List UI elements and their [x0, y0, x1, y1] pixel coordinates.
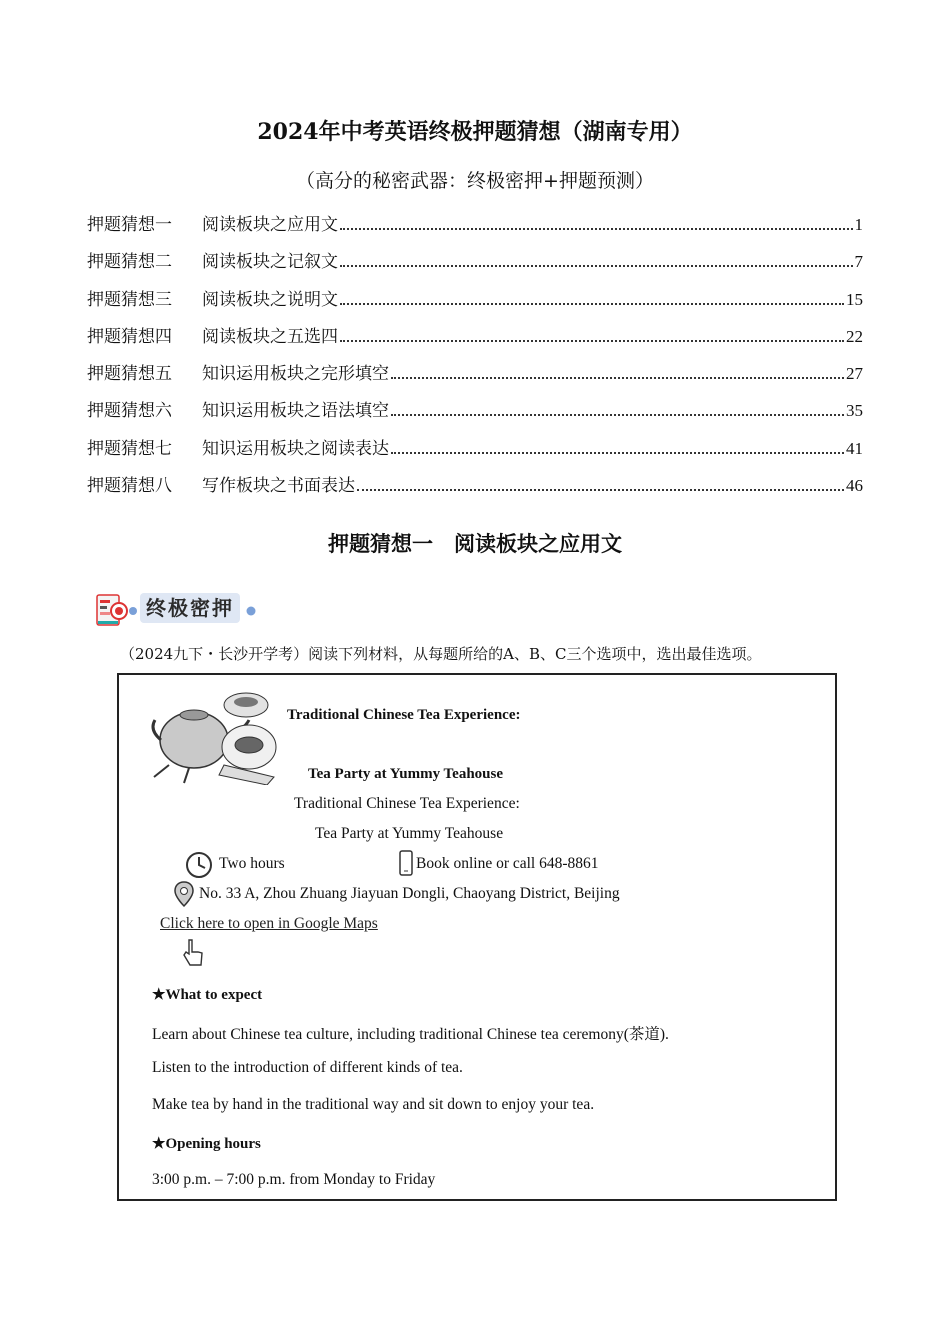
location-pin-icon: [173, 880, 195, 908]
toc-page: 7: [854, 252, 863, 272]
toc-leader: [391, 452, 844, 454]
toc-label: 押题猜想七: [87, 438, 172, 459]
toc-leader: [391, 414, 844, 416]
toc-row[interactable]: [87, 210, 863, 247]
teapot-illustration-icon: [149, 685, 289, 785]
question-intro: （2024九下・长沙开学考）阅读下列材料，从每题所给的A、B、C三个选项中，选出最佳选项。: [120, 645, 762, 663]
toc-page: 1: [854, 215, 863, 234]
toc-row[interactable]: [87, 359, 863, 396]
toc-topic: 知识运用板块之语法填空: [202, 401, 389, 422]
clock-icon: [185, 851, 213, 879]
toc-label: 押题猜想四: [87, 326, 172, 347]
toc-label: 押题猜想八: [87, 476, 172, 497]
toc-topic: 知识运用板块之完形填空: [202, 364, 389, 385]
target-icon: [95, 591, 145, 629]
toc-row[interactable]: [87, 247, 863, 284]
toc-label: 押题猜想一: [87, 215, 172, 235]
toc-label: 押题猜想三: [87, 289, 172, 310]
booking-text: Book online or call 648-8861: [416, 855, 599, 872]
toc-row[interactable]: [87, 322, 863, 359]
toc-topic: 阅读板块之说明文: [202, 289, 338, 310]
address-text: No. 33 A, Zhou Zhuang Jiayuan Dongli, Chaoyang District, Beijing: [199, 885, 620, 902]
passage-box: [117, 673, 837, 1201]
toc-row[interactable]: [87, 471, 863, 508]
toc-topic: 知识运用板块之阅读表达: [202, 438, 389, 459]
table-of-contents: [87, 210, 863, 508]
passage-subheading: Tea Party at Yummy Teahouse: [315, 825, 504, 842]
toc-page: 27: [846, 364, 863, 384]
hours-text: 3:00 p.m. – 7:00 p.m. from Monday to Friday: [152, 1171, 436, 1188]
duration-text: Two hours: [219, 855, 285, 872]
toc-page: 46: [846, 476, 863, 496]
toc-topic: 阅读板块之记叙文: [202, 252, 338, 273]
dot-icon: [245, 605, 257, 617]
page-subtitle: （高分的秘密武器：终极密押+押题预测）: [296, 170, 654, 192]
toc-row[interactable]: [87, 434, 863, 471]
phone-icon: [398, 849, 414, 877]
toc-row[interactable]: [87, 285, 863, 322]
toc-label: 押题猜想二: [87, 252, 172, 273]
banner-label: 终极密押: [140, 593, 240, 623]
hours-heading: ★Opening hours: [152, 1136, 261, 1152]
passage-heading: Tea Party at Yummy Teahouse: [308, 766, 504, 782]
secret-banner: [95, 591, 265, 629]
toc-topic: 阅读板块之应用文: [202, 215, 338, 235]
expect-item: Listen to the introduction of different kinds of tea.: [152, 1059, 463, 1076]
toc-leader: [340, 228, 853, 230]
toc-leader: [340, 340, 844, 342]
toc-leader: [340, 265, 853, 267]
passage-subheading: Traditional Chinese Tea Experience:: [294, 795, 520, 812]
section-title: 押题猜想一 阅读板块之应用文: [328, 531, 622, 556]
toc-label: 押题猜想五: [87, 364, 172, 385]
toc-label: 押题猜想六: [87, 401, 172, 422]
pointing-hand-icon: [181, 937, 205, 969]
passage-heading: Traditional Chinese Tea Experience:: [287, 707, 521, 723]
toc-page: 41: [846, 438, 863, 458]
google-maps-link[interactable]: Click here to open in Google Maps: [160, 915, 378, 932]
expect-heading: ★What to expect: [152, 987, 263, 1003]
toc-page: 15: [846, 289, 863, 309]
toc-leader: [357, 489, 844, 491]
toc-page: 22: [846, 326, 863, 346]
expect-item: Learn about Chinese tea culture, including traditional Chinese tea ceremony(茶道).: [152, 1026, 669, 1043]
toc-page: 35: [846, 401, 863, 421]
page-title: 2024年中考英语终极押题猜想（湖南专用）: [257, 119, 693, 145]
toc-topic: 写作板块之书面表达: [202, 476, 355, 497]
toc-leader: [391, 377, 844, 379]
toc-row[interactable]: [87, 396, 863, 433]
toc-topic: 阅读板块之五选四: [202, 326, 338, 347]
expect-item: Make tea by hand in the traditional way and sit down to enjoy your tea.: [152, 1096, 595, 1113]
toc-leader: [340, 303, 844, 305]
